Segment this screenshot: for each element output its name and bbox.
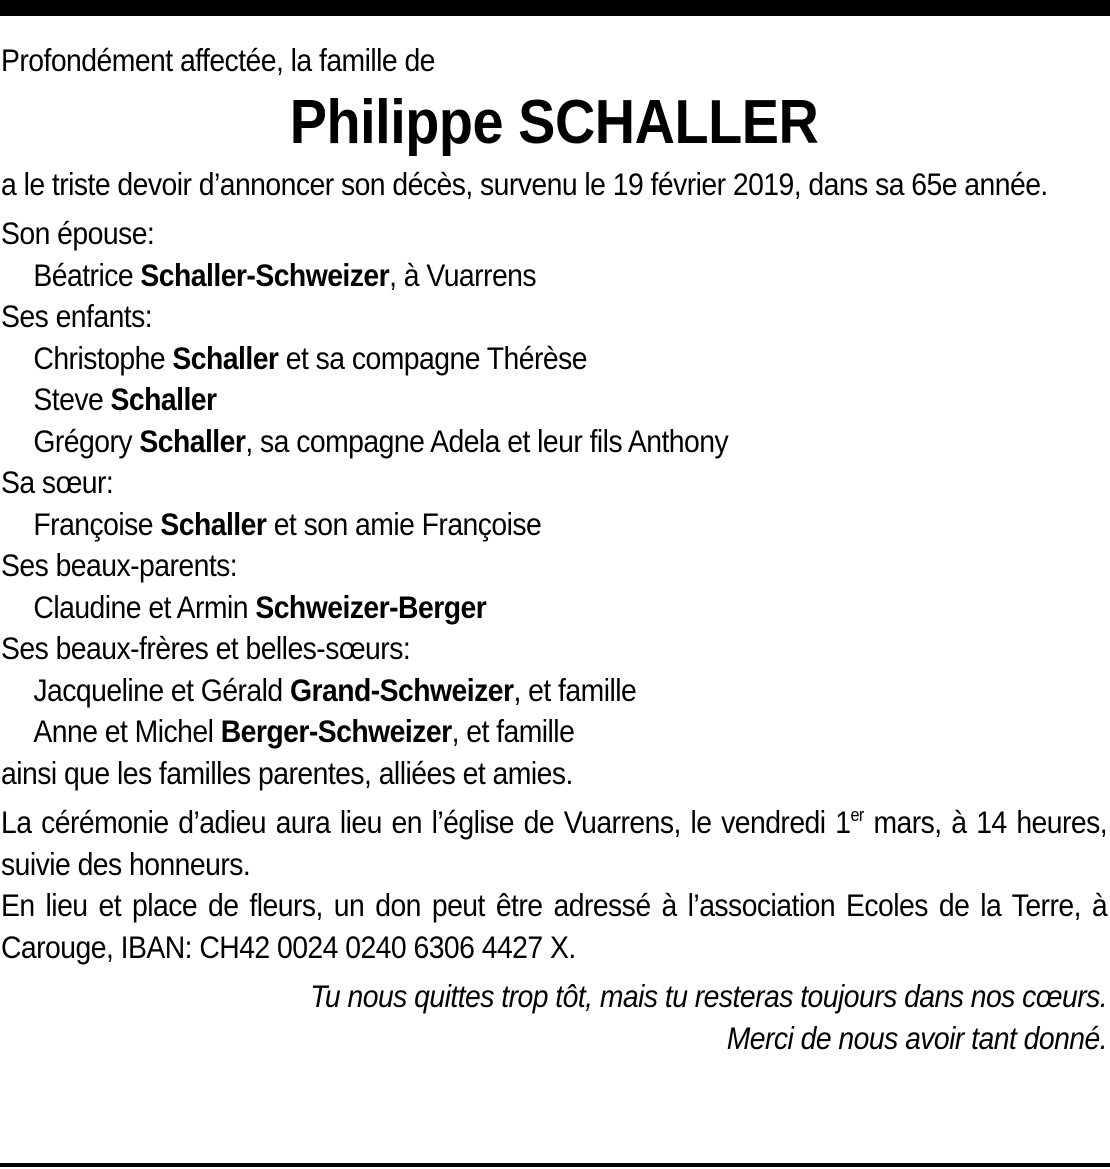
family-member: Grégory Schaller, sa compagne Adela et leur fils Anthony — [33, 422, 729, 459]
quote-line: Tu nous quittes trop tôt, mais tu resteras toujours dans nos cœurs. — [310, 978, 1108, 1014]
announcement-text: a le triste devoir d’annoncer son décès, survenu le 19 février 2019, dans sa 65e année. — [1, 165, 1048, 202]
surname: Berger-Schweizer — [220, 713, 452, 749]
family-member: Christophe Schaller et sa compagne Thérèse — [33, 339, 587, 376]
family-member: Béatrice Schaller-Schweizer, à Vuarrens — [33, 256, 537, 293]
ordinal-superscript: er — [850, 805, 864, 825]
family-list — [1, 213, 1107, 794]
quote-line: Merci de nous avoir tant donné. — [726, 1019, 1108, 1056]
family-member: Françoise Schaller et son amie Françoise — [33, 505, 542, 542]
relation-label: Sa sœur: — [1, 464, 114, 500]
donation-text: En lieu et place de fleurs, un don peut être adressé à l’association Ecoles de la Terre, à Carouge, IBAN: CH42 0024 0240 6306 4427 X. — [1, 887, 1108, 965]
obituary-notice — [1, 40, 1107, 1059]
surname: Schaller-Schweizer — [140, 256, 390, 293]
surname: Schaller — [160, 505, 267, 542]
ceremony-text: La cérémonie d’adieu aura lieu en l’église de Vuarrens, le vendredi 1er mars, à 14 heures, suivie des honneurs. — [1, 804, 1108, 882]
surname: Schaller — [139, 422, 246, 459]
intro-line: Profondément affectée, la famille de — [1, 42, 435, 78]
family-member: Anne et Michel Berger-Schweizer, et famille — [33, 713, 575, 749]
surname: Schaller — [110, 381, 217, 417]
surname: Schweizer-Berger — [255, 588, 487, 625]
surname: Schaller — [172, 339, 279, 376]
relation-label: Ses enfants: — [1, 298, 153, 334]
surname: Grand-Schweizer — [289, 671, 514, 708]
top-rule — [0, 0, 1110, 16]
bottom-rule — [0, 1163, 1110, 1167]
family-member: Claudine et Armin Schweizer-Berger — [33, 588, 487, 625]
family-member: Steve Schaller — [33, 381, 217, 417]
relation-label: Ses beaux-frères et belles-sœurs: — [1, 630, 411, 666]
closing-family-line: ainsi que les familles parentes, alliées et amies. — [1, 754, 573, 791]
deceased-name: Philippe SCHALLER — [289, 87, 819, 157]
relation-label: Son épouse: — [1, 215, 155, 251]
family-member: Jacqueline et Gérald Grand-Schweizer, et famille — [33, 671, 637, 708]
relation-label: Ses beaux-parents: — [1, 547, 238, 583]
